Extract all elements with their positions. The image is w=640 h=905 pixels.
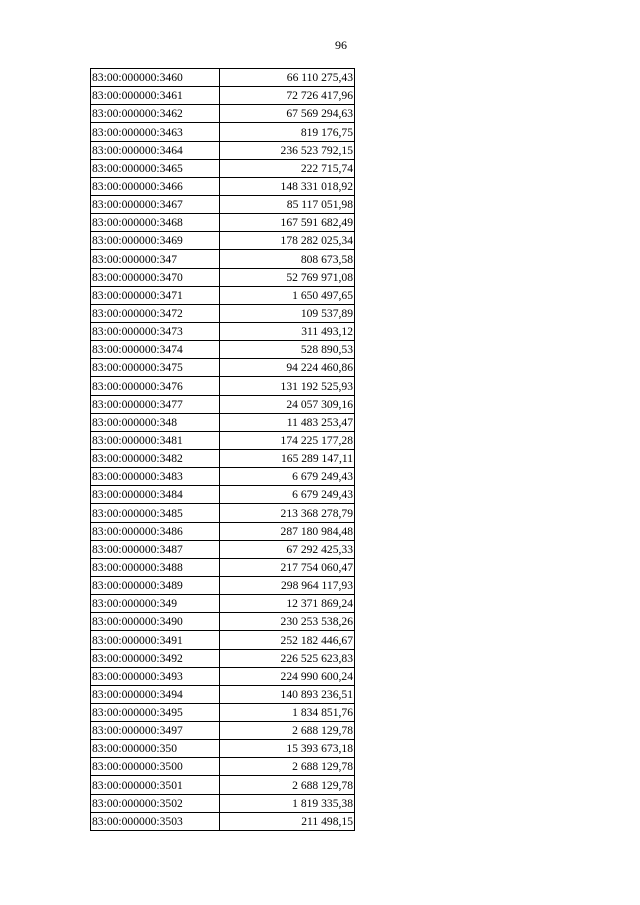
cadastral-number-cell: 83:00:000000:3466 — [91, 177, 220, 195]
cadastral-number-cell: 83:00:000000:3501 — [91, 776, 220, 794]
cadastral-value-cell: 67 292 425,33 — [220, 540, 355, 558]
cadastral-value-cell: 178 282 025,34 — [220, 232, 355, 250]
table-row — [91, 268, 355, 286]
cadastral-value-cell: 66 110 275,43 — [220, 69, 355, 87]
table-row — [91, 195, 355, 213]
table-body — [91, 69, 355, 831]
cadastral-value-cell: 6 679 249,43 — [220, 468, 355, 486]
cadastral-number-cell: 83:00:000000:3502 — [91, 794, 220, 812]
table-row — [91, 595, 355, 613]
cadastral-number-cell: 83:00:000000:3465 — [91, 159, 220, 177]
cadastral-number-cell: 83:00:000000:3497 — [91, 722, 220, 740]
cadastral-number-cell: 83:00:000000:3493 — [91, 667, 220, 685]
cadastral-value-cell: 24 057 309,16 — [220, 395, 355, 413]
cadastral-number-cell: 83:00:000000:3486 — [91, 522, 220, 540]
cadastral-number-cell: 83:00:000000:3475 — [91, 359, 220, 377]
cadastral-value-cell: 85 117 051,98 — [220, 195, 355, 213]
cadastral-number-cell: 83:00:000000:3476 — [91, 377, 220, 395]
cadastral-number-cell: 83:00:000000:349 — [91, 595, 220, 613]
table-row — [91, 159, 355, 177]
table-row — [91, 322, 355, 340]
cadastral-value-cell: 2 688 129,78 — [220, 722, 355, 740]
table-row — [91, 794, 355, 812]
cadastral-value-cell: 217 754 060,47 — [220, 558, 355, 576]
cadastral-value-cell: 109 537,89 — [220, 304, 355, 322]
table-row — [91, 449, 355, 467]
cadastral-number-cell: 83:00:000000:348 — [91, 413, 220, 431]
table-row — [91, 141, 355, 159]
table-row — [91, 649, 355, 667]
table-row — [91, 214, 355, 232]
cadastral-number-cell: 83:00:000000:3474 — [91, 341, 220, 359]
cadastral-number-cell: 83:00:000000:3491 — [91, 631, 220, 649]
table-row — [91, 123, 355, 141]
cadastral-number-cell: 83:00:000000:3500 — [91, 758, 220, 776]
table-row — [91, 667, 355, 685]
table-row — [91, 631, 355, 649]
cadastral-value-cell: 211 498,15 — [220, 812, 355, 830]
table-row — [91, 740, 355, 758]
table-row — [91, 304, 355, 322]
cadastral-value-cell: 252 182 446,67 — [220, 631, 355, 649]
table-row — [91, 812, 355, 830]
cadastral-value-cell: 52 769 971,08 — [220, 268, 355, 286]
table-row — [91, 613, 355, 631]
table-row — [91, 250, 355, 268]
cadastral-number-cell: 83:00:000000:350 — [91, 740, 220, 758]
cadastral-number-cell: 83:00:000000:3487 — [91, 540, 220, 558]
table-row — [91, 504, 355, 522]
table-row — [91, 232, 355, 250]
table-row — [91, 776, 355, 794]
cadastral-value-cell: 224 990 600,24 — [220, 667, 355, 685]
table-row — [91, 105, 355, 123]
table-row — [91, 685, 355, 703]
cadastral-number-cell: 83:00:000000:3470 — [91, 268, 220, 286]
cadastral-value-cell: 287 180 984,48 — [220, 522, 355, 540]
table-row — [91, 703, 355, 721]
table-row — [91, 540, 355, 558]
cadastral-number-cell: 83:00:000000:3462 — [91, 105, 220, 123]
table-row — [91, 522, 355, 540]
cadastral-number-cell: 83:00:000000:3477 — [91, 395, 220, 413]
table-row — [91, 177, 355, 195]
cadastral-number-cell: 83:00:000000:3471 — [91, 286, 220, 304]
cadastral-number-cell: 83:00:000000:3469 — [91, 232, 220, 250]
cadastral-value-cell: 6 679 249,43 — [220, 486, 355, 504]
cadastral-number-cell: 83:00:000000:3490 — [91, 613, 220, 631]
cadastral-value-cell: 226 525 623,83 — [220, 649, 355, 667]
table-row — [91, 87, 355, 105]
cadastral-value-cell: 1 834 851,76 — [220, 703, 355, 721]
cadastral-number-cell: 83:00:000000:3461 — [91, 87, 220, 105]
cadastral-value-cell: 808 673,58 — [220, 250, 355, 268]
cadastral-value-cell: 1 650 497,65 — [220, 286, 355, 304]
cadastral-value-cell: 1 819 335,38 — [220, 794, 355, 812]
cadastral-number-cell: 83:00:000000:3463 — [91, 123, 220, 141]
cadastral-value-cell: 2 688 129,78 — [220, 776, 355, 794]
cadastral-value-cell: 140 893 236,51 — [220, 685, 355, 703]
cadastral-value-cell: 12 371 869,24 — [220, 595, 355, 613]
table-row — [91, 576, 355, 594]
cadastral-value-cell: 311 493,12 — [220, 322, 355, 340]
table-row — [91, 431, 355, 449]
cadastral-number-cell: 83:00:000000:3464 — [91, 141, 220, 159]
cadastral-number-cell: 83:00:000000:3485 — [91, 504, 220, 522]
table-row — [91, 486, 355, 504]
cadastral-number-cell: 83:00:000000:3472 — [91, 304, 220, 322]
cadastral-value-table — [90, 68, 355, 831]
cadastral-number-cell: 83:00:000000:3484 — [91, 486, 220, 504]
cadastral-value-cell: 528 890,53 — [220, 341, 355, 359]
cadastral-number-cell: 83:00:000000:3489 — [91, 576, 220, 594]
cadastral-value-cell: 11 483 253,47 — [220, 413, 355, 431]
cadastral-value-cell: 222 715,74 — [220, 159, 355, 177]
cadastral-value-cell: 67 569 294,63 — [220, 105, 355, 123]
table-row — [91, 377, 355, 395]
cadastral-value-cell: 72 726 417,96 — [220, 87, 355, 105]
cadastral-number-cell: 83:00:000000:3460 — [91, 69, 220, 87]
cadastral-number-cell: 83:00:000000:3467 — [91, 195, 220, 213]
cadastral-value-cell: 148 331 018,92 — [220, 177, 355, 195]
cadastral-number-cell: 83:00:000000:3495 — [91, 703, 220, 721]
table-row — [91, 395, 355, 413]
table-row — [91, 558, 355, 576]
cadastral-number-cell: 83:00:000000:3494 — [91, 685, 220, 703]
cadastral-number-cell: 83:00:000000:347 — [91, 250, 220, 268]
page-number: 96 — [335, 38, 347, 52]
cadastral-value-cell: 15 393 673,18 — [220, 740, 355, 758]
cadastral-value-cell: 165 289 147,11 — [220, 449, 355, 467]
cadastral-value-cell: 167 591 682,49 — [220, 214, 355, 232]
table-row — [91, 758, 355, 776]
cadastral-value-cell: 213 368 278,79 — [220, 504, 355, 522]
table-row — [91, 359, 355, 377]
cadastral-number-cell: 83:00:000000:3488 — [91, 558, 220, 576]
cadastral-value-cell: 2 688 129,78 — [220, 758, 355, 776]
cadastral-value-cell: 236 523 792,15 — [220, 141, 355, 159]
table-row — [91, 341, 355, 359]
cadastral-number-cell: 83:00:000000:3503 — [91, 812, 220, 830]
cadastral-number-cell: 83:00:000000:3482 — [91, 449, 220, 467]
cadastral-number-cell: 83:00:000000:3483 — [91, 468, 220, 486]
cadastral-value-cell: 131 192 525,93 — [220, 377, 355, 395]
cadastral-value-cell: 819 176,75 — [220, 123, 355, 141]
table-row — [91, 468, 355, 486]
cadastral-number-cell: 83:00:000000:3468 — [91, 214, 220, 232]
cadastral-value-cell: 230 253 538,26 — [220, 613, 355, 631]
cadastral-number-cell: 83:00:000000:3481 — [91, 431, 220, 449]
cadastral-number-cell: 83:00:000000:3473 — [91, 322, 220, 340]
table-row — [91, 69, 355, 87]
cadastral-value-cell: 174 225 177,28 — [220, 431, 355, 449]
cadastral-value-cell: 298 964 117,93 — [220, 576, 355, 594]
table-row — [91, 413, 355, 431]
cadastral-value-cell: 94 224 460,86 — [220, 359, 355, 377]
cadastral-number-cell: 83:00:000000:3492 — [91, 649, 220, 667]
table-row — [91, 286, 355, 304]
table-row — [91, 722, 355, 740]
